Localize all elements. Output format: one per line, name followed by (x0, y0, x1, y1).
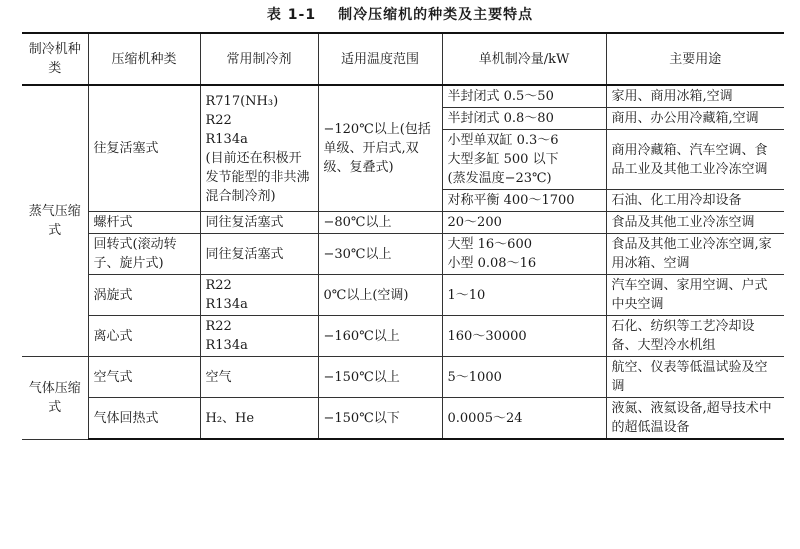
capacity-cell: 大型 16～600 小型 0.08～16 (442, 234, 606, 275)
header-cell: 适用温度范围 (318, 33, 442, 85)
header-cell: 制冷机种类 (22, 33, 88, 85)
refrigerant-scroll: R22 R134a (200, 275, 318, 316)
use-cell: 食品及其他工业冷冻空调,家用冰箱、空调 (606, 234, 784, 275)
table-row (22, 234, 784, 275)
capacity-cell: 5～1000 (442, 357, 606, 398)
capacity-cell: 20～200 (442, 212, 606, 234)
refrigerant-air: 空气 (200, 357, 318, 398)
capacity-cell: 半封闭式 0.8～80 (442, 108, 606, 130)
type-centrifugal: 离心式 (88, 316, 200, 357)
type-gasreturn: 气体回热式 (88, 398, 200, 440)
use-cell: 家用、商用冰箱,空调 (606, 85, 784, 108)
compressor-table (22, 32, 784, 440)
temp-scroll: 0℃以上(空调) (318, 275, 442, 316)
use-cell: 航空、仪表等低温试验及空调 (606, 357, 784, 398)
capacity-cell: 160～30000 (442, 316, 606, 357)
type-rotary: 回转式(滚动转子、旋片式) (88, 234, 200, 275)
temp-gasreturn: −150℃以下 (318, 398, 442, 440)
capacity-cell: 1～10 (442, 275, 606, 316)
type-air: 空气式 (88, 357, 200, 398)
temp-centrifugal: −160℃以上 (318, 316, 442, 357)
table-row (22, 275, 784, 316)
refrigerant-screw: 同往复活塞式 (200, 212, 318, 234)
table-title: 制冷压缩机的种类及主要特点 (338, 7, 534, 23)
table-row (22, 398, 784, 440)
temp-rotary: −30℃以上 (318, 234, 442, 275)
temp-recip: −120℃以上(包括单级、开启式,双级、复叠式) (318, 85, 442, 212)
table-row (22, 357, 784, 398)
temp-screw: −80℃以上 (318, 212, 442, 234)
group-gas: 气体压缩式 (22, 357, 88, 440)
table-number: 表 1-1 (266, 7, 317, 23)
header-cell: 主要用途 (606, 33, 784, 85)
header-cell: 压缩机种类 (88, 33, 200, 85)
use-cell: 商用、办公用冷藏箱,空调 (606, 108, 784, 130)
refrigerant-rotary: 同往复活塞式 (200, 234, 318, 275)
use-cell: 石化、纺织等工艺冷却设备、大型冷水机组 (606, 316, 784, 357)
capacity-cell: 对称平衡 400～1700 (442, 190, 606, 212)
use-cell: 石油、化工用冷却设备 (606, 190, 784, 212)
use-cell: 液氮、液氦设备,超导技术中的超低温设备 (606, 398, 784, 440)
capacity-cell: 小型单双缸 0.3～6 大型多缸 500 以下 (蒸发温度−23℃) (442, 130, 606, 190)
table-row (22, 85, 784, 108)
header-cell: 常用制冷剂 (200, 33, 318, 85)
use-cell: 商用冷藏箱、汽车空调、食品工业及其他工业冷冻空调 (606, 130, 784, 190)
table-caption (0, 4, 800, 24)
refrigerant-recip: R717(NH₃) R22 R134a (目前还在积极开发节能型的非共沸混合制冷剂) (200, 85, 318, 212)
capacity-cell: 0.0005～24 (442, 398, 606, 440)
header-cell: 单机制冷量/kW (442, 33, 606, 85)
refrigerant-gasreturn: H₂、He (200, 398, 318, 440)
refrigerant-centrifugal: R22 R134a (200, 316, 318, 357)
table-row (22, 316, 784, 357)
type-recip: 往复活塞式 (88, 85, 200, 212)
header-row (22, 33, 784, 85)
temp-air: −150℃以上 (318, 357, 442, 398)
type-scroll: 涡旋式 (88, 275, 200, 316)
use-cell: 食品及其他工业冷冻空调 (606, 212, 784, 234)
table-row (22, 212, 784, 234)
use-cell: 汽车空调、家用空调、户式中央空调 (606, 275, 784, 316)
type-screw: 螺杆式 (88, 212, 200, 234)
capacity-cell: 半封闭式 0.5～50 (442, 85, 606, 108)
group-vapor: 蒸气压缩式 (22, 85, 88, 357)
